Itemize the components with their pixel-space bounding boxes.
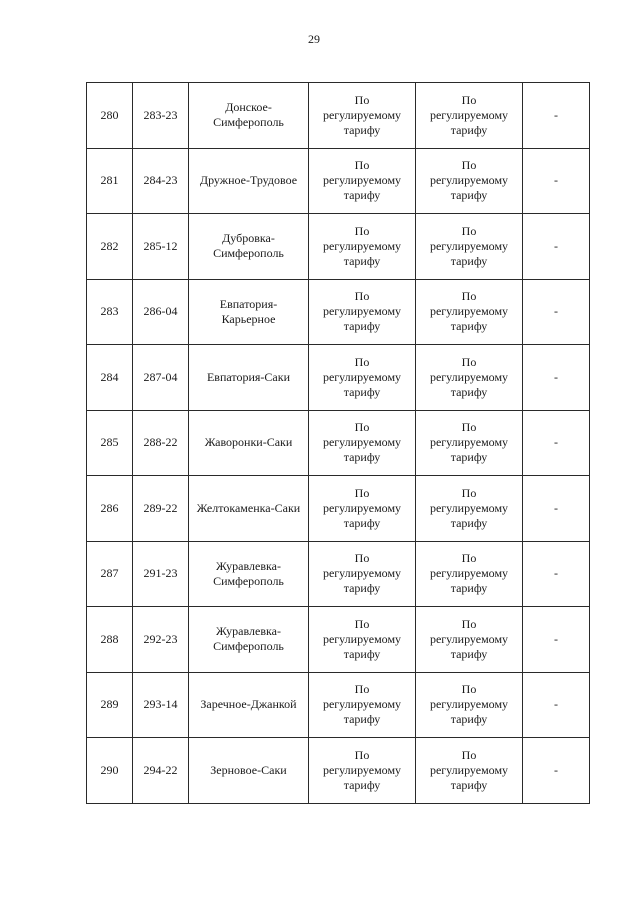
extra-cell: - — [523, 738, 590, 804]
route-number-cell: 282 — [87, 214, 133, 280]
route-name-cell: Заречное-Джанкой — [189, 672, 309, 738]
table-row — [87, 738, 590, 804]
route-name-cell: Донское- Симферополь — [189, 83, 309, 149]
registration-number-cell: 288-22 — [133, 410, 189, 476]
table-row — [87, 541, 590, 607]
extra-cell: - — [523, 476, 590, 542]
route-number-cell: 288 — [87, 607, 133, 673]
route-name-cell: Евпатория- Карьерное — [189, 279, 309, 345]
tariff-cell: По регулируемому тарифу — [416, 345, 523, 411]
route-number-cell: 289 — [87, 672, 133, 738]
tariff-cell: По регулируемому тарифу — [309, 148, 416, 214]
table-row — [87, 410, 590, 476]
tariff-cell: По регулируемому тарифу — [309, 738, 416, 804]
extra-cell: - — [523, 214, 590, 280]
registration-number-cell: 289-22 — [133, 476, 189, 542]
tariff-cell: По регулируемому тарифу — [416, 476, 523, 542]
route-number-cell: 286 — [87, 476, 133, 542]
tariff-cell: По регулируемому тарифу — [309, 279, 416, 345]
registration-number-cell: 293-14 — [133, 672, 189, 738]
extra-cell: - — [523, 541, 590, 607]
route-name-cell: Евпатория-Саки — [189, 345, 309, 411]
tariff-cell: По регулируемому тарифу — [309, 410, 416, 476]
registration-number-cell: 294-22 — [133, 738, 189, 804]
tariff-cell: По регулируемому тарифу — [309, 672, 416, 738]
registration-number-cell: 284-23 — [133, 148, 189, 214]
route-name-cell: Журавлевка- Симферополь — [189, 607, 309, 673]
table-row — [87, 214, 590, 280]
tariff-cell: По регулируемому тарифу — [309, 541, 416, 607]
extra-cell: - — [523, 345, 590, 411]
route-number-cell: 285 — [87, 410, 133, 476]
route-number-cell: 290 — [87, 738, 133, 804]
tariff-cell: По регулируемому тарифу — [416, 672, 523, 738]
routes-table-body — [87, 83, 590, 804]
tariff-cell: По регулируемому тарифу — [309, 83, 416, 149]
routes-table — [86, 82, 590, 804]
route-number-cell: 281 — [87, 148, 133, 214]
tariff-cell: По регулируемому тарифу — [416, 541, 523, 607]
tariff-cell: По регулируемому тарифу — [416, 410, 523, 476]
table-row — [87, 607, 590, 673]
extra-cell: - — [523, 148, 590, 214]
route-name-cell: Зерновое-Саки — [189, 738, 309, 804]
extra-cell: - — [523, 672, 590, 738]
extra-cell: - — [523, 410, 590, 476]
route-name-cell: Журавлевка- Симферополь — [189, 541, 309, 607]
route-number-cell: 280 — [87, 83, 133, 149]
tariff-cell: По регулируемому тарифу — [309, 476, 416, 542]
tariff-cell: По регулируемому тарифу — [309, 345, 416, 411]
registration-number-cell: 292-23 — [133, 607, 189, 673]
table-row — [87, 476, 590, 542]
extra-cell: - — [523, 279, 590, 345]
table-row — [87, 345, 590, 411]
route-number-cell: 284 — [87, 345, 133, 411]
tariff-cell: По регулируемому тарифу — [416, 214, 523, 280]
tariff-cell: По регулируемому тарифу — [416, 279, 523, 345]
route-number-cell: 287 — [87, 541, 133, 607]
registration-number-cell: 291-23 — [133, 541, 189, 607]
registration-number-cell: 283-23 — [133, 83, 189, 149]
table-row — [87, 83, 590, 149]
route-name-cell: Жаворонки-Саки — [189, 410, 309, 476]
tariff-cell: По регулируемому тарифу — [416, 148, 523, 214]
extra-cell: - — [523, 607, 590, 673]
route-name-cell: Дружное-Трудовое — [189, 148, 309, 214]
route-number-cell: 283 — [87, 279, 133, 345]
route-name-cell: Дубровка- Симферополь — [189, 214, 309, 280]
tariff-cell: По регулируемому тарифу — [309, 607, 416, 673]
tariff-cell: По регулируемому тарифу — [416, 83, 523, 149]
tariff-cell: По регулируемому тарифу — [309, 214, 416, 280]
extra-cell: - — [523, 83, 590, 149]
registration-number-cell: 286-04 — [133, 279, 189, 345]
table-row — [87, 279, 590, 345]
tariff-cell: По регулируемому тарифу — [416, 738, 523, 804]
page-number: 29 — [308, 32, 320, 46]
table-row — [87, 148, 590, 214]
tariff-cell: По регулируемому тарифу — [416, 607, 523, 673]
table-row — [87, 672, 590, 738]
registration-number-cell: 285-12 — [133, 214, 189, 280]
registration-number-cell: 287-04 — [133, 345, 189, 411]
route-name-cell: Желтокаменка-Саки — [189, 476, 309, 542]
